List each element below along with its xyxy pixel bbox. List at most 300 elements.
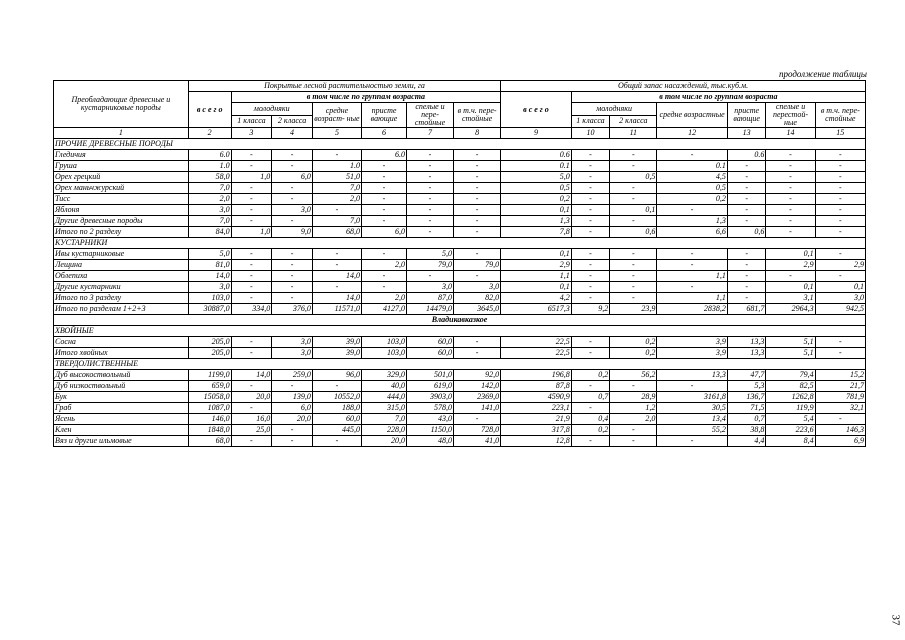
table-cell: 9,2 [571,304,610,315]
table-cell: - [571,436,610,447]
table-cell: - [312,381,361,392]
table-cell: - [454,150,501,161]
table-row [54,194,866,205]
table-cell: - [815,205,865,216]
table-cell: 5,0 [188,249,231,260]
table-cell: 28,9 [610,392,657,403]
table-row [54,381,866,392]
table-cell: - [610,194,657,205]
table-cell: - [272,436,313,447]
table-cell: - [610,260,657,271]
header-mature-2: спелые и перестой- ные [766,103,815,128]
table-cell: 6,6 [657,227,728,238]
section-row [54,139,866,150]
table-cell: 659,0 [188,381,231,392]
table-cell: - [362,216,407,227]
table-cell: 71,5 [727,403,766,414]
table-cell: 2,0 [188,194,231,205]
table-cell: 96,0 [312,370,361,381]
table-cell: - [272,249,313,260]
table-cell: - [571,260,610,271]
table-cell: 3,0 [188,205,231,216]
table-cell: 1,0 [231,227,272,238]
table-cell: 0,1 [501,282,572,293]
table-cell: - [231,403,272,414]
table-cell: - [272,282,313,293]
table-cell: 58,0 [188,172,231,183]
column-number-row [54,128,866,139]
table-cell: - [312,260,361,271]
table-cell: 30887,0 [188,304,231,315]
table-cell: 317,8 [501,425,572,436]
table-row [54,282,866,293]
table-cell: - [406,216,453,227]
table-row [54,271,866,282]
table-cell: - [454,194,501,205]
table-cell: 8,4 [766,436,815,447]
column-number: 1 [54,128,189,139]
table-cell: 21,7 [815,381,865,392]
table-cell: 4127,0 [362,304,407,315]
table-row [54,183,866,194]
table-cell: 92,0 [454,370,501,381]
table-row [54,172,866,183]
table-cell: 0,7 [727,414,766,425]
table-cell: 1,1 [501,271,572,282]
table-cell: 0,1 [610,205,657,216]
table-cell: - [610,150,657,161]
table-cell: 501,0 [406,370,453,381]
table-cell: 3645,0 [454,304,501,315]
table-cell: 7,0 [312,183,361,194]
table-cell: 1262,8 [766,392,815,403]
header-young: молодняки [231,103,312,116]
table-cell: 0,2 [610,348,657,359]
row-label: Дуб низкоствольный [54,381,189,392]
table-cell: 15,2 [815,370,865,381]
table-cell: - [231,183,272,194]
table-cell: - [571,381,610,392]
table-cell: 205,0 [188,348,231,359]
region-row [54,315,866,326]
table-cell: - [312,249,361,260]
section-label: КУСТАРНИКИ [54,238,866,249]
table-cell: - [815,150,865,161]
table-cell: 5,3 [727,381,766,392]
table-cell: - [610,271,657,282]
table-cell: - [610,425,657,436]
table-cell: - [815,161,865,172]
section-label: ПРОЧИЕ ДРЕВЕСНЫЕ ПОРОДЫ [54,139,866,150]
table-cell: 781,9 [815,392,865,403]
table-cell: - [454,414,501,425]
table-cell: - [362,271,407,282]
header-class2: 2 класса [272,115,313,128]
table-cell: 30,5 [657,403,728,414]
table-cell: 68,0 [312,227,361,238]
table-cell: 20,0 [362,436,407,447]
table-cell: - [766,205,815,216]
table-cell: - [272,150,313,161]
table-cell: - [766,172,815,183]
table-cell: 681,7 [727,304,766,315]
column-number: 11 [610,128,657,139]
table-row [54,205,866,216]
table-cell: - [231,150,272,161]
header-by-age: в том числе по группам возраста [231,92,501,103]
header-overmature: в т.ч. пере- стойные [454,103,501,128]
table-cell: 1848,0 [188,425,231,436]
table-cell: - [312,205,361,216]
header-total-2: в с е г о [501,92,572,128]
section-row [54,238,866,249]
table-cell: 3,0 [454,282,501,293]
row-label: Яблоня [54,205,189,216]
header-premature: присте вающие [362,103,407,128]
table-cell: 329,0 [362,370,407,381]
table-cell: - [231,348,272,359]
table-cell: 0,2 [571,425,610,436]
table-cell: 146,3 [815,425,865,436]
table-cell: 56,2 [610,370,657,381]
header-mature: спелые и пере- стойные [406,103,453,128]
table-cell: 1,3 [501,216,572,227]
table-cell: - [766,271,815,282]
table-cell: 1199,0 [188,370,231,381]
table-cell: 0,2 [571,370,610,381]
table-cell: 259,0 [272,370,313,381]
table-cell: 205,0 [188,337,231,348]
table-cell: 142,0 [454,381,501,392]
table-cell: 15058,0 [188,392,231,403]
row-label: Бук [54,392,189,403]
table-cell: - [272,194,313,205]
table-cell: 84,0 [188,227,231,238]
table-cell: 2,0 [362,260,407,271]
table-cell: 40,0 [362,381,407,392]
table-cell: - [406,205,453,216]
table-cell: - [610,381,657,392]
table-cell: - [571,227,610,238]
column-number: 3 [231,128,272,139]
table-cell: 2,0 [312,194,361,205]
table-cell: - [231,194,272,205]
table-cell: 3,9 [657,337,728,348]
table-cell: - [610,183,657,194]
table-cell: - [571,205,610,216]
table-cell: 22,5 [501,348,572,359]
table-cell: 0,5 [610,172,657,183]
table-cell: 728,0 [454,425,501,436]
table-cell: - [312,282,361,293]
table-cell: 6.0 [362,150,407,161]
table-cell: - [727,271,766,282]
table-cell: 0,2 [657,194,728,205]
table-cell: 0,1 [766,282,815,293]
table-cell: 0,1 [766,249,815,260]
table-cell: - [272,293,313,304]
table-cell: 0,5 [501,183,572,194]
table-row [54,414,866,425]
table-cell: 0,6 [610,227,657,238]
table-cell: 0.6 [727,150,766,161]
table-cell: - [815,172,865,183]
table-cell: 48,0 [406,436,453,447]
header-premature-2: присте вающие [727,103,766,128]
row-label: Итого по 2 разделу [54,227,189,238]
table-cell: - [272,216,313,227]
table-cell: 4,4 [727,436,766,447]
table-cell: 1,1 [657,293,728,304]
table-cell: - [815,183,865,194]
header-middle: средне возраст- ные [312,103,361,128]
table-cell: 60,0 [312,414,361,425]
forest-stock-table [53,80,866,447]
table-cell: 11571,0 [312,304,361,315]
table-cell: - [727,216,766,227]
table-cell: 1,2 [610,403,657,414]
table-cell: 445,0 [312,425,361,436]
table-cell: - [231,293,272,304]
table-cell: 4,2 [501,293,572,304]
table-cell: 14,0 [188,271,231,282]
table-cell: - [454,161,501,172]
table-cell: 619,0 [406,381,453,392]
header-stock: Общий запас насаждений, тыс.куб.м. [501,81,866,92]
table-cell: 141,0 [454,403,501,414]
table-cell: 13,4 [657,414,728,425]
table-cell: 578,0 [406,403,453,414]
table-row [54,216,866,227]
table-cell: - [815,249,865,260]
table-cell: 0.1 [657,161,728,172]
table-cell: - [727,183,766,194]
table-cell: - [231,161,272,172]
table-cell: 21,9 [501,414,572,425]
table-cell: 223,1 [501,403,572,414]
row-label: Ясень [54,414,189,425]
table-cell: 25,0 [231,425,272,436]
table-cell: - [571,282,610,293]
table-cell: 3,0 [406,282,453,293]
table-cell: - [657,260,728,271]
table-row [54,227,866,238]
header-by-age-2: в том числе по группам возраста [571,92,865,103]
table-row [54,436,866,447]
table-cell: - [766,216,815,227]
table-cell: - [610,436,657,447]
table-cell: 3903,0 [406,392,453,403]
table-cell: 32,1 [815,403,865,414]
header-class2-2: 2 класса [610,115,657,128]
column-number: 12 [657,128,728,139]
table-cell: 0,2 [610,337,657,348]
table-cell: 7,8 [501,227,572,238]
table-cell: 444,0 [362,392,407,403]
table-cell: 13,3 [727,337,766,348]
row-label: Облепиха [54,271,189,282]
table-cell: 81,0 [188,260,231,271]
table-cell: - [362,172,407,183]
header-covered: Покрытые лесной растительностью земли, га [188,81,500,92]
table-cell: - [406,183,453,194]
table-cell: - [571,403,610,414]
table-cell: 22,5 [501,337,572,348]
column-number: 5 [312,128,361,139]
table-cell: - [610,282,657,293]
table-cell: 43,0 [406,414,453,425]
table-cell: 1,3 [657,216,728,227]
table-cell: - [362,282,407,293]
table-cell: 2,9 [501,260,572,271]
table-cell: 87,0 [406,293,453,304]
continuation-note: продолжение таблицы [778,69,867,79]
table-cell: 1,0 [231,172,272,183]
table-cell: 7,0 [188,183,231,194]
table-cell: 0,6 [727,227,766,238]
table-cell: - [272,161,313,172]
row-label: Итого хвойных [54,348,189,359]
row-label: Другие кустарники [54,282,189,293]
table-cell: 2,0 [362,293,407,304]
table-cell: - [571,216,610,227]
table-cell: 2,0 [610,414,657,425]
row-label: Клен [54,425,189,436]
table-cell: 5,0 [406,249,453,260]
table-cell: 20,0 [272,414,313,425]
table-cell: - [571,150,610,161]
table-cell: - [406,227,453,238]
table-cell: - [571,161,610,172]
row-label: Ивы кустарниковые [54,249,189,260]
table-cell: - [571,249,610,260]
table-row [54,293,866,304]
header-class1-2: 1 класса [571,115,610,128]
table-row [54,425,866,436]
column-number: 10 [571,128,610,139]
table-cell: - [610,249,657,260]
table-cell: - [231,381,272,392]
table-cell: 9,0 [272,227,313,238]
table-cell: 139,0 [272,392,313,403]
row-label: Орех маньчжурский [54,183,189,194]
table-cell: 79,0 [406,260,453,271]
table-cell: - [815,271,865,282]
table-cell: 3161,8 [657,392,728,403]
table-cell: - [231,260,272,271]
table-cell: 2,9 [815,260,865,271]
column-number: 9 [501,128,572,139]
table-cell: 3,0 [272,348,313,359]
table-cell: 103,0 [188,293,231,304]
table-cell: 3,9 [657,348,728,359]
column-number: 14 [766,128,815,139]
table-cell: 7,0 [362,414,407,425]
table-cell: - [727,249,766,260]
table-cell: - [815,194,865,205]
table-cell: 2369,0 [454,392,501,403]
table-cell: - [571,337,610,348]
table-cell: 87,8 [501,381,572,392]
table-cell: 6,0 [362,227,407,238]
table-cell: 60,0 [406,348,453,359]
table-cell: 228,0 [362,425,407,436]
table-cell: 6,0 [272,403,313,414]
table-cell: 5,1 [766,348,815,359]
table-cell: - [727,161,766,172]
row-label: Сосна [54,337,189,348]
table-cell: 68,0 [188,436,231,447]
table-cell: 2,9 [766,260,815,271]
table-cell: - [312,436,361,447]
table-cell: 16,0 [231,414,272,425]
table-cell: 4590,9 [501,392,572,403]
table-cell: - [727,194,766,205]
table-cell: - [406,161,453,172]
table-cell: 1087,0 [188,403,231,414]
table-cell: 82,0 [454,293,501,304]
table-cell: 119,9 [766,403,815,414]
table-row [54,348,866,359]
table-cell: 223,6 [766,425,815,436]
table-cell: - [727,282,766,293]
table-cell: 3,0 [272,337,313,348]
header-overmature-2: в т.ч. пере- стойные [815,103,865,128]
table-cell: 942,5 [815,304,865,315]
table-cell: 6.0 [188,150,231,161]
table-cell: 5,0 [501,172,572,183]
table-cell: - [766,227,815,238]
table-cell: - [571,183,610,194]
table-cell: - [727,205,766,216]
table-cell: 6,0 [272,172,313,183]
column-number: 7 [406,128,453,139]
column-number: 8 [454,128,501,139]
table-cell: 14,0 [312,271,361,282]
table-cell: 60,0 [406,337,453,348]
table-cell: 0,1 [501,205,572,216]
table-row [54,403,866,414]
table-cell: 10552,0 [312,392,361,403]
table-cell: 315,0 [362,403,407,414]
table-cell: 4,5 [657,172,728,183]
table-cell: - [362,161,407,172]
row-label: Груша [54,161,189,172]
row-label: Гледичия [54,150,189,161]
table-cell: - [571,172,610,183]
table-row [54,260,866,271]
row-label: Лещина [54,260,189,271]
table-cell: 1,1 [657,271,728,282]
table-cell: 13,3 [657,370,728,381]
table-cell: 136,7 [727,392,766,403]
row-label: Дуб высокоствольный [54,370,189,381]
table-cell: - [454,337,501,348]
header-species: Преобладающие древесные и кустарниковые породы [54,81,189,128]
table-row [54,150,866,161]
table-cell: - [454,271,501,282]
table-row [54,249,866,260]
table-cell: 376,0 [272,304,313,315]
table-cell: - [657,436,728,447]
table-cell: - [231,337,272,348]
row-label: Тисс [54,194,189,205]
table-cell: - [406,194,453,205]
table-cell: - [815,216,865,227]
table-cell: - [454,205,501,216]
table-cell: - [454,348,501,359]
column-number: 4 [272,128,313,139]
